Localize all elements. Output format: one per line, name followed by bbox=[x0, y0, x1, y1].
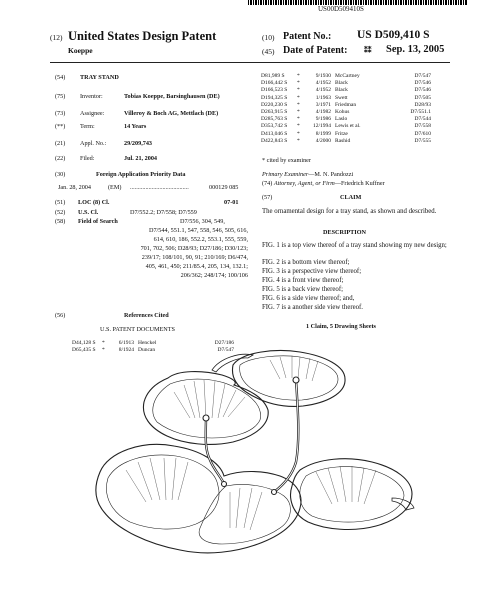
us-cl-label: U.S. Cl. bbox=[78, 209, 99, 216]
claims-summary: 1 Claim, 5 Drawing Sheets bbox=[306, 323, 376, 330]
reference-no: D166,442 S bbox=[261, 80, 288, 87]
reference-cls: D7/544 bbox=[414, 116, 431, 123]
field-search-line: 405, 461, 450; 211/85.4, 205, 134, 132.1; bbox=[145, 263, 248, 270]
biblio-code: (21) bbox=[55, 140, 66, 147]
priority-code: (30) bbox=[55, 171, 66, 178]
date-code: (45) bbox=[262, 47, 275, 56]
priority-title: Foreign Application Priority Data bbox=[96, 171, 186, 178]
reference-date: 9/1930 bbox=[315, 73, 331, 79]
biblio-label: TRAY STAND bbox=[80, 74, 119, 81]
reference-name: Henckel bbox=[138, 340, 157, 346]
reference-cls: D7/505 bbox=[414, 94, 431, 101]
inventor-surname: Koeppe bbox=[68, 46, 93, 55]
reference-name: Kohus bbox=[335, 109, 350, 116]
biblio-code: (75) bbox=[55, 93, 66, 100]
reference-no: D65,435 S bbox=[72, 347, 96, 354]
attorney-name: —Friedrich Kuffner bbox=[334, 180, 385, 187]
biblio-value: Villeroy & Boch AG, Mettlach (DE) bbox=[124, 110, 219, 117]
us-cl-value: D7/552.2; D7/558; D7/559 bbox=[130, 209, 197, 216]
description-line: FIG. 4 is a front view thereof; bbox=[262, 277, 344, 284]
claim-code: (57) bbox=[262, 194, 273, 201]
claim-title: CLAIM bbox=[340, 194, 362, 201]
description-line: FIG. 2 is a bottom view thereof; bbox=[262, 259, 350, 266]
term-extension-symbol: ⁑⁑ bbox=[364, 46, 372, 55]
reference-star: * bbox=[297, 87, 300, 94]
references-title: References Cited bbox=[124, 312, 169, 319]
cited-note: * cited by examiner bbox=[262, 157, 311, 164]
attorney-label: Attorney, Agent, or Firm bbox=[273, 180, 335, 187]
loc-code: (51) bbox=[55, 199, 66, 206]
field-search-line: 701, 702, 506; D28/93; D27/186; D30/123; bbox=[140, 245, 248, 252]
priority-date: Jan. 28, 2004 bbox=[58, 184, 91, 191]
reference-star: * bbox=[297, 123, 300, 130]
patent-title: United States Design Patent bbox=[68, 29, 217, 43]
reference-cls: D27/186 bbox=[214, 340, 234, 346]
field-search-label: Field of Search bbox=[78, 218, 118, 225]
reference-date: 4/2000 bbox=[315, 137, 331, 144]
description-line: FIG. 7 is a another side view thereof. bbox=[262, 304, 363, 311]
reference-cls: D7/546 bbox=[414, 87, 431, 94]
biblio-label: Filed: bbox=[80, 155, 95, 162]
reference-no: D81,989 S bbox=[261, 73, 285, 79]
description-line: FIG. 5 is a back view thereof; bbox=[262, 286, 343, 293]
document-number: US00D509410S bbox=[318, 5, 364, 13]
reference-name: Black bbox=[335, 80, 348, 87]
field-search-value: D7/556, 304, 549, bbox=[180, 218, 225, 225]
reference-date: 4/1952 bbox=[315, 80, 331, 87]
reference-cls: D28/93 bbox=[414, 101, 431, 108]
reference-cls: D7/555 bbox=[414, 137, 431, 144]
reference-name: Friedman bbox=[335, 101, 357, 108]
reference-date: 4/1982 bbox=[315, 109, 331, 116]
reference-star: * bbox=[297, 109, 300, 116]
reference-name: McCartney bbox=[335, 73, 360, 79]
reference-no: D353,742 S bbox=[261, 123, 288, 130]
reference-date: 8/1924 bbox=[118, 347, 134, 354]
references-code: (56) bbox=[55, 312, 66, 319]
reference-no: D220,230 S bbox=[261, 101, 288, 108]
description-line: FIG. 6 is a side view thereof; and, bbox=[262, 295, 355, 302]
reference-cls: D7/558 bbox=[414, 123, 431, 130]
reference-star: * bbox=[102, 347, 105, 354]
references-subtitle: U.S. PATENT DOCUMENTS bbox=[100, 326, 175, 333]
reference-cls: D7/610 bbox=[414, 130, 431, 137]
reference-no: D166,523 S bbox=[261, 87, 288, 94]
reference-date: 8/1999 bbox=[315, 130, 331, 137]
biblio-code: (22) bbox=[55, 155, 66, 162]
biblio-label: Assignee: bbox=[80, 110, 105, 117]
priority-country: (EM) bbox=[108, 184, 122, 191]
reference-date: 12/1994 bbox=[312, 123, 331, 130]
priority-number: 000129 085 bbox=[209, 184, 239, 191]
reference-date: 1/1963 bbox=[315, 94, 331, 101]
reference-no: D194,325 S bbox=[261, 94, 288, 101]
reference-star: * bbox=[297, 73, 300, 79]
us-cl-code: (52) bbox=[55, 209, 66, 216]
description-line: FIG. 3 is a perspective view thereof; bbox=[262, 268, 362, 275]
reference-no: D422,843 S bbox=[261, 137, 288, 144]
field-search-line: 239/17; 108/101, 90, 91; 210/169; D6/474, bbox=[141, 254, 248, 261]
attorney-code: (74) bbox=[262, 180, 273, 187]
reference-date: 4/1952 bbox=[315, 87, 331, 94]
reference-star: * bbox=[297, 94, 300, 101]
reference-no: D285,763 S bbox=[261, 116, 288, 123]
primary-examiner-name: —M. N. Pandozzi bbox=[308, 171, 354, 178]
reference-cls: D7/547 bbox=[217, 347, 234, 354]
country-code: (12) bbox=[50, 33, 63, 42]
reference-cls: D7/546 bbox=[414, 80, 431, 87]
reference-no: D263,915 S bbox=[261, 109, 288, 116]
reference-star: * bbox=[297, 101, 300, 108]
reference-date: 6/1913 bbox=[118, 340, 134, 346]
biblio-code: (73) bbox=[55, 110, 66, 117]
date-label: Date of Patent: bbox=[283, 45, 348, 56]
reference-name: Lewis et al. bbox=[335, 123, 361, 130]
field-search-line: 206/362; 248/174; 100/106 bbox=[180, 272, 248, 279]
patent-no-label: Patent No.: bbox=[283, 31, 332, 42]
biblio-value: Tobias Koeppe, Barsinghausen (DE) bbox=[124, 93, 220, 100]
reference-no: D44,128 S bbox=[72, 340, 96, 346]
reference-no: D413,046 S bbox=[261, 130, 288, 137]
biblio-label: Appl. No.: bbox=[80, 140, 107, 147]
biblio-label: Term: bbox=[80, 123, 95, 130]
biblio-code: (54) bbox=[55, 74, 66, 81]
reference-cls: D7/551.1 bbox=[410, 109, 431, 116]
priority-dots: ...................................... bbox=[130, 184, 189, 191]
reference-star: * bbox=[297, 116, 300, 123]
biblio-value: 14 Years bbox=[124, 123, 147, 130]
reference-star: * bbox=[297, 137, 300, 144]
patent-no-code: (10) bbox=[262, 33, 275, 42]
description-title: DESCRIPTION bbox=[323, 229, 366, 236]
reference-date: 3/1971 bbox=[315, 101, 331, 108]
claim-text: The ornamental design for a tray stand, as shown and described. bbox=[262, 208, 437, 215]
reference-name: Black bbox=[335, 87, 348, 94]
description-line: FIG. 1 is a top view thereof of a tray stand showing my new design; bbox=[262, 242, 447, 249]
reference-name: Laslo bbox=[335, 116, 348, 123]
loc-label: LOC (8) Cl. bbox=[78, 199, 110, 206]
biblio-code: (**) bbox=[55, 123, 66, 130]
field-search-line: 614, 610, 186, 552.2, 553.1, 555, 559, bbox=[153, 236, 248, 243]
primary-examiner-label: Primary Examiner bbox=[262, 171, 309, 178]
reference-name: Rashid bbox=[335, 137, 351, 144]
reference-name: Swett bbox=[335, 94, 348, 101]
reference-cls: D7/547 bbox=[414, 73, 431, 79]
biblio-label: Inventor: bbox=[80, 93, 103, 100]
reference-star: * bbox=[297, 130, 300, 137]
biblio-value: 29/209,743 bbox=[124, 140, 153, 147]
field-search-line: D7/544, 551.1, 547, 558, 546, 505, 616, bbox=[149, 227, 248, 234]
reference-name: Duncan bbox=[138, 347, 156, 354]
loc-value: 07-01 bbox=[224, 199, 239, 206]
reference-star: * bbox=[297, 80, 300, 87]
patent-number: US D509,410 S bbox=[357, 29, 430, 41]
biblio-value: Jul. 21, 2004 bbox=[124, 155, 158, 162]
reference-name: Fritze bbox=[335, 130, 348, 137]
field-search-code: (58) bbox=[55, 218, 66, 225]
reference-date: 9/1986 bbox=[315, 116, 331, 123]
reference-star: * bbox=[102, 340, 105, 346]
patent-date: Sep. 13, 2005 bbox=[386, 44, 445, 55]
